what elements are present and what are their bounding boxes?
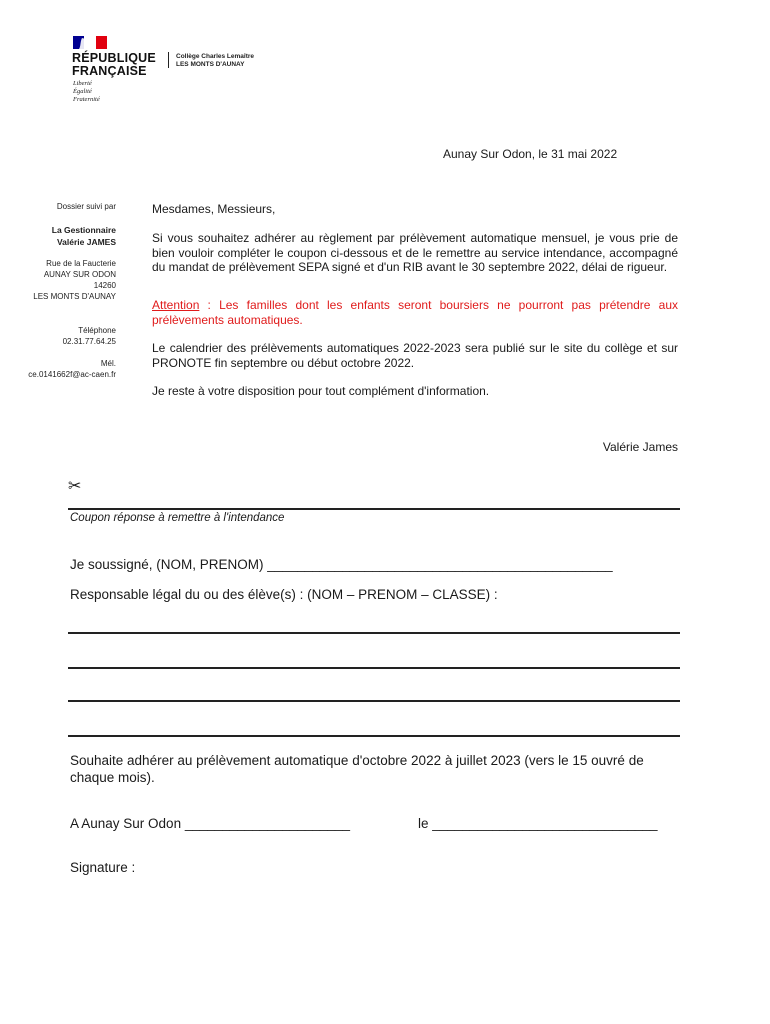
place-field[interactable]: A Aunay Sur Odon ______________________ xyxy=(70,816,351,831)
motto-fraternite: Fraternité xyxy=(73,96,100,103)
college-name: Collège Charles Lemaître xyxy=(176,53,255,60)
header-divider xyxy=(168,52,169,68)
attention-text: : Les familles dont les enfants seront boursiers ne pourront pas prétendre aux prélèvements automatiques. xyxy=(152,298,678,327)
signature-label: Signature : xyxy=(70,860,136,875)
scissors-icon: ✂ xyxy=(68,478,82,495)
address-line: AUNAY SUR ODON xyxy=(43,270,116,279)
soussigne-field[interactable]: Je soussigné, (NOM, PRENOM) ______________________________________________ xyxy=(70,557,613,572)
motto-liberte: Liberté xyxy=(73,80,92,87)
student-entry-line[interactable] xyxy=(68,700,680,702)
paragraph-closing: Je reste à votre disposition pour tout complément d'information. xyxy=(152,384,490,398)
marianne-flag-icon xyxy=(73,36,107,49)
dossier-label: Dossier suivi par xyxy=(56,202,116,211)
phone-number: 02.31.77.64.25 xyxy=(62,337,116,346)
phone-label: Téléphone xyxy=(78,326,116,335)
francaise-text: FRANÇAISE xyxy=(72,64,147,78)
responsable-label: Responsable légal du ou des élève(s) : (NOM – PRENOM – CLASSE) : xyxy=(70,587,498,602)
cut-line xyxy=(68,508,680,510)
signer-name: Valérie James xyxy=(602,440,678,454)
email-label: Mél. xyxy=(100,359,116,368)
college-place: LES MONTS D'AUNAY xyxy=(176,61,245,68)
adhesion-statement: Souhaite adhérer au prélèvement automatique d'octobre 2022 à juillet 2023 (vers le 15 ouvré de chaque mois). xyxy=(70,753,644,785)
coupon-title: Coupon réponse à remettre à l'intendance xyxy=(70,512,285,524)
republique-text: RÉPUBLIQUE xyxy=(72,51,156,65)
address-line: Rue de la Faucterie xyxy=(46,259,116,268)
role-label: La Gestionnaire xyxy=(51,225,116,235)
student-entry-line[interactable] xyxy=(68,735,680,737)
date-field[interactable]: le ______________________________ xyxy=(418,816,658,831)
student-entry-line[interactable] xyxy=(68,632,680,634)
student-entry-line[interactable] xyxy=(68,667,680,669)
motto-egalite: Égalité xyxy=(73,88,92,95)
greeting: Mesdames, Messieurs, xyxy=(152,202,276,216)
address-line: LES MONTS D'AUNAY xyxy=(33,292,116,301)
letter-date: Aunay Sur Odon, le 31 mai 2022 xyxy=(443,147,618,161)
attention-label: Attention xyxy=(152,298,200,312)
paragraph-adhesion: Si vous souhaitez adhérer au règlement par prélèvement automatique mensuel, je vous prie de bien vouloir compléter le coupon ci-dessous et de le remettre au service intendance, accompagné du mandat de prélèvement SEPA signé et d'un RIB avant le 30 septembre 2022, délai de rigueur. xyxy=(152,231,678,274)
paragraph-calendar: Le calendrier des prélèvements automatiques 2022-2023 sera publié sur le site du collège et sur PRONOTE fin septembre ou début octobre 2022. xyxy=(152,341,678,370)
address-line: 14260 xyxy=(93,281,116,290)
contact-name: Valérie JAMES xyxy=(56,237,116,247)
paragraph-attention xyxy=(152,298,678,327)
email-address[interactable]: ce.0141662f@ac-caen.fr xyxy=(28,370,116,379)
